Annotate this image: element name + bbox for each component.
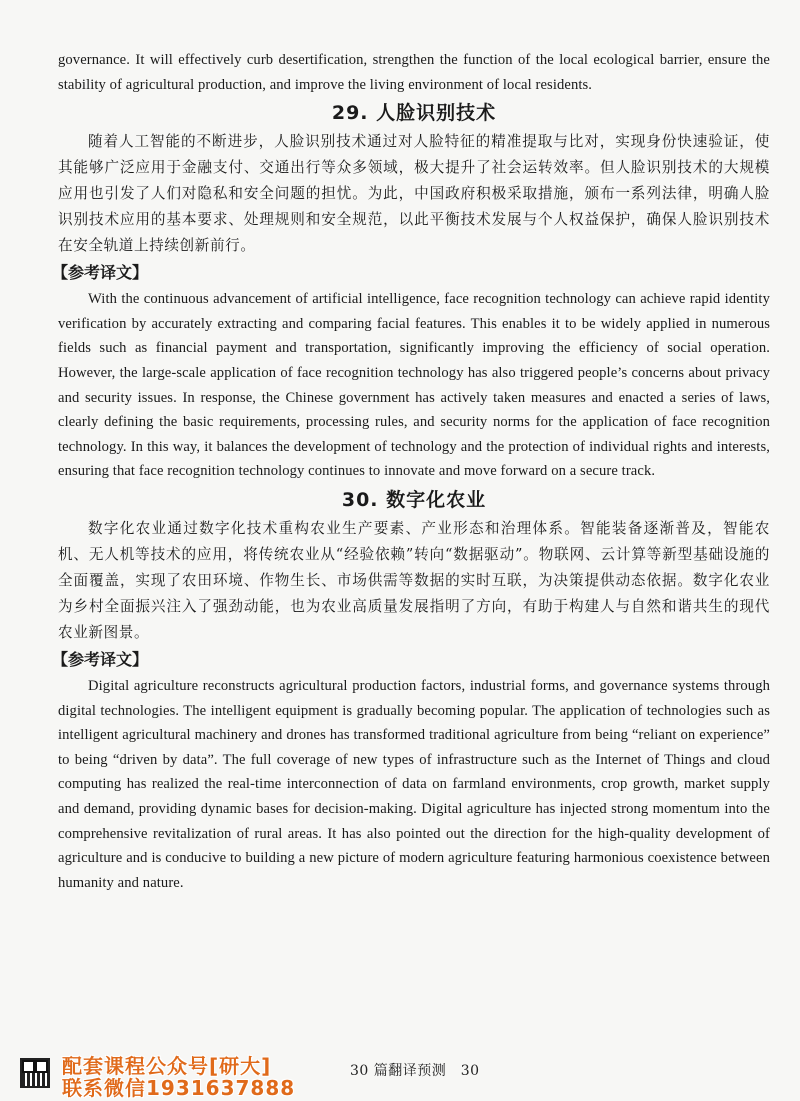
intro-paragraph: governance. It will effectively curb desertification, strengthen the function of the local ecological barrier, ensure the stability of agricultural production, and improve the living environment of local residents.	[58, 52, 770, 93]
page-number-label: 30 篇翻译预测 30	[350, 1063, 480, 1079]
page-content	[52, 48, 770, 895]
watermark-line-1: 配套课程公众号[研大]	[62, 1054, 272, 1078]
watermark-line-2: 联系微信1931637888	[62, 1076, 296, 1100]
section-30-chinese-text: 数字化农业通过数字化技术重构农业生产要素、产业形态和治理体系。智能装备逐渐普及，智能农机、无人机等技术的应用，将传统农业从“经验依赖”转向“数据驱动”。物联网、云计算等新型基础设施的全面覆盖，实现了农田环境、作物生长、市场供需等数据的实时互联，为决策提供动态依据。数字化农业为乡村全面振兴注入了强劲动能，也为农业高质量发展指明了方向，有助于构建人与自然和谐共生的现代农业新图景。	[58, 519, 770, 641]
section-30-heading: 30. 数字化农业	[341, 488, 487, 511]
section-29-reference-label: 【参考译文】	[52, 263, 149, 283]
section-29-english-translation: With the continuous advancement of artificial intelligence, face recognition technology can achieve rapid identity verification by accurately extracting and comparing facial features. This enables it to be widely applied in numerous fields such as financial payment and transportation, significantly improving the efficiency of social operation. However, the large-scale application of face recognition technology has also triggered people’s concerns about privacy and security issues. In response, the Chinese government has actively taken measures and enacted a series of laws, clearly defining the basic requirements, processing rules, and security norms for the application of face recognition technology. In this way, it balances the development of technology and the protection of individual rights and interests, ensuring that face recognition technology continues to innovate and move forward on a secure track.	[58, 291, 770, 480]
section-29-heading: 29. 人脸识别技术	[331, 102, 497, 125]
section-30-english-translation: Digital agriculture reconstructs agricultural production factors, industrial forms, and governance systems through digital technologies. The intelligent equipment is gradually becoming popular. The application of technologies such as intelligent agricultural machinery and drones has transformed traditional agriculture from being “reliant on experience” to being “driven by data”. The full coverage of new types of infrastructure such as the Internet of Things and cloud computing has realized the real-time interconnection of data on farmland environments, crop growth, market supply and demand, providing dynamic bases for decision-making. Digital agriculture has injected strong momentum into the comprehensive revitalization of rural areas. It has also pointed out the direction for the high-quality development of agriculture and is conducive to building a new picture of modern agriculture featuring harmonious coexistence between humanity and nature.	[58, 677, 770, 891]
section-30-reference-label: 【参考译文】	[52, 649, 149, 669]
page-footer	[0, 1048, 800, 1100]
qr-code-icon	[20, 1058, 50, 1088]
section-29-chinese-text: 随着人工智能的不断进步，人脸识别技术通过对人脸特征的精准提取与比对，实现身份快速验证，使其能够广泛应用于金融支付、交通出行等众多领域，极大提升了社会运转效率。但人脸识别技术的大规模应用也引发了人们对隐私和安全问题的担忧。为此，中国政府积极采取措施，颁布一系列法律，明确人脸识别技术应用的基本要求、处理规则和安全规范，以此平衡技术发展与个人权益保护，确保人脸识别技术在安全轨道上持续创新前行。	[58, 133, 770, 255]
